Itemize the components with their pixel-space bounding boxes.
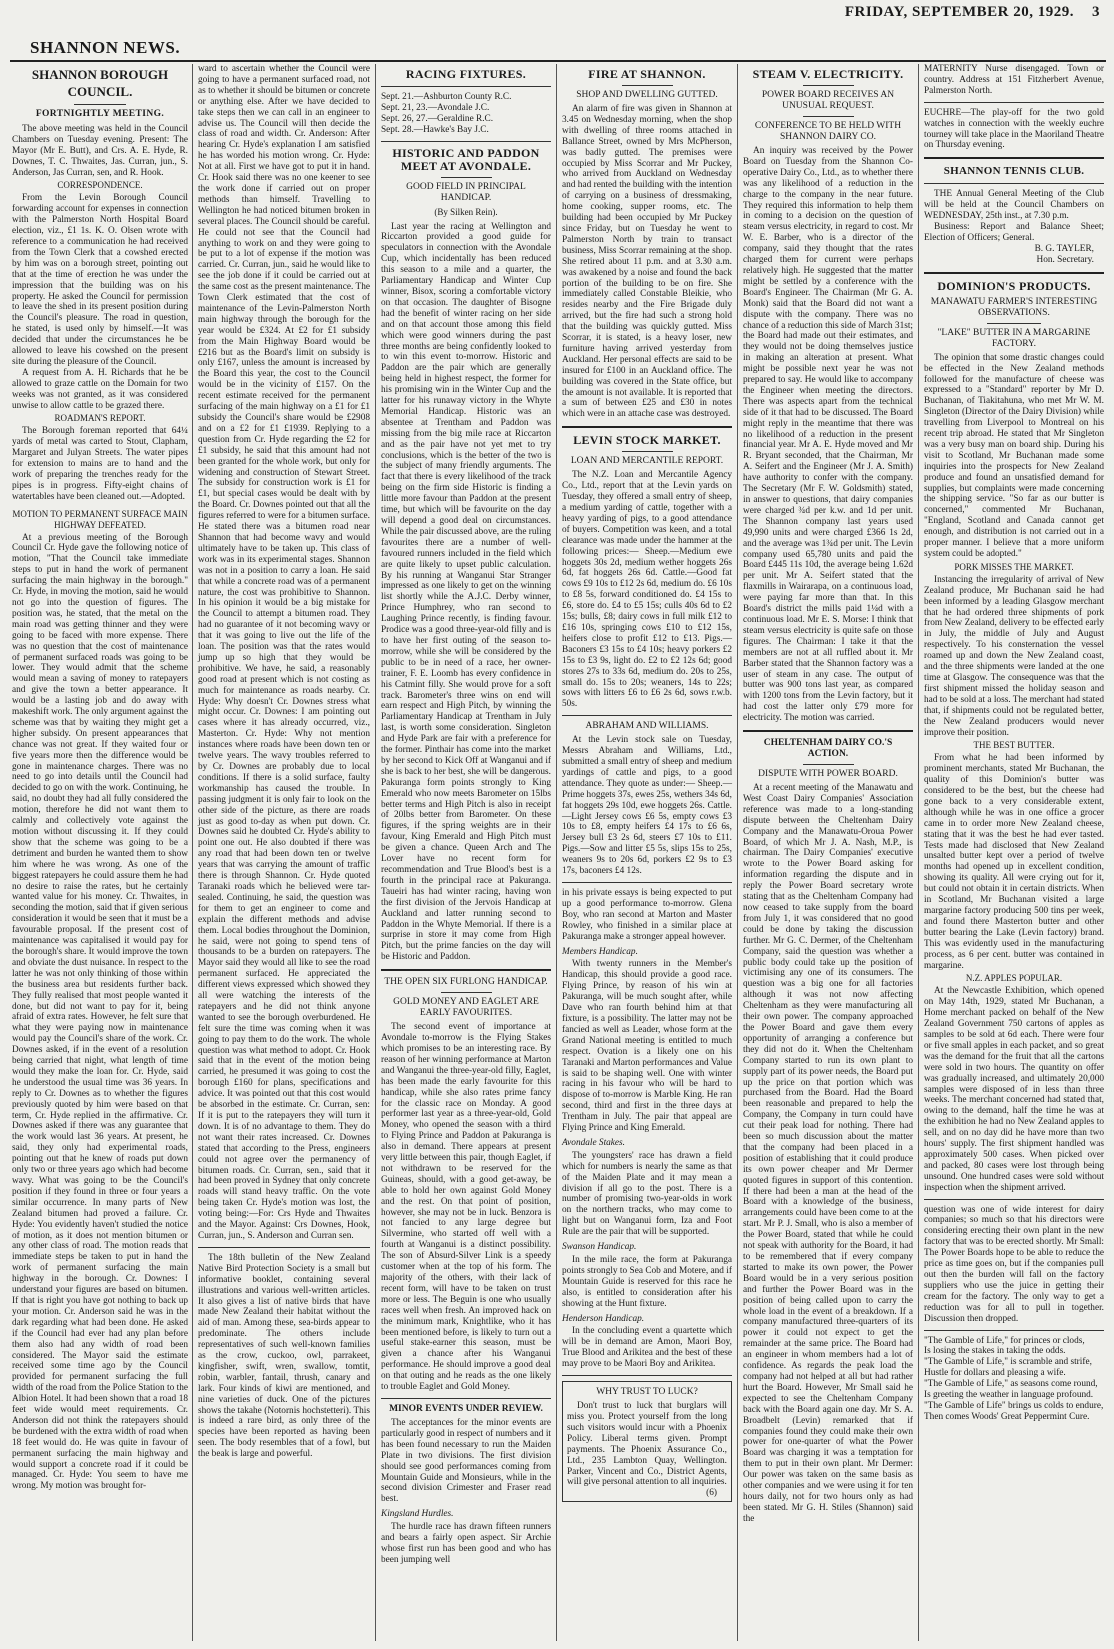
- fixture-line: Sept. 21, 23.—Avondale J.C.: [381, 102, 490, 113]
- article-paragraph: The second event of importance at Avondale to-morrow is the Flying Stakes which promises to be an interesting race. By reason of her winning performance at Marton and Wanganui the three-year-old filly, Eaglet, has been made the early favourite for this handicap, while she also rates prime fancy for the classic race on Monday. A good performer last year as a three-year-old, Gold Money, who opened the season with a third to Flying Prince and Paddon at Pakuranga is also in demand. There appears at present very little between this pair, though Eaglet, if not withdrawn to be reserved for the Guineas, should, with a good get-away, be able to hold her own against Gold Money and the rest. On that point of position, however, she may not be in luck. Benzora is not fancied to any large degree but Silvermine, who started off well with a fourth at Wanganui is a distinct possibility. The son of Absurd-Silver Link is a speedy customer when at the top of his form. The majority of the others, with their lack of recent form, will have to be taken on trust more or less. The Beguin is one who usually races well when fresh. An improved hack on the minimum mark, Knightlike, who it has been mentioned before, is likely to turn out a useful stake-earner this season, must be given a chance after his Wanganui performance. He should improve a good deal on that outing and he reads as the one likely to trouble Eaglet and Gold Money.: [381, 1022, 551, 1393]
- fixture-line: Sept. 26, 27.—Geraldine R.C.: [381, 113, 494, 124]
- section-heading: N.Z. APPLES POPULAR.: [965, 973, 1063, 984]
- article-paragraph: in his private essays is being expected to put up a good performance to-morrow. Glena Boy, who ran second at Marton and Master Rowley, who finished in a similar place at Pakuranga make a stronger appeal however.: [562, 888, 732, 942]
- article-subhead: THE OPEN SIX FURLONG HANDICAP.: [384, 977, 548, 988]
- column-rule: [918, 64, 919, 1641]
- classified-ad: EUCHRE—The play-off for the two gold watches in connection with the weekly euchre tourney will take place in the Maoriland Theatre on Thursday evening.: [924, 107, 1104, 151]
- section-heading: Members Handicap.: [562, 946, 638, 957]
- divider: [381, 969, 551, 971]
- article-headline: SHANNON BOROUGH COUNCIL.: [31, 67, 169, 99]
- article-headline: HISTORIC AND PADDON MEET AT AVONDALE.: [392, 145, 540, 173]
- article-paragraph: At a previous meeting of the Borough Council Cr. Hyde gave the following notice of motion, "That the Council take immediate steps to put in hand the work of permanent surfacing the main highway in the borough." Cr. Hyde, in moving the motion, said he would not go into the question of figures. The position was, he stated, that the metal on the main road was getting thinner and they were going to be faced with more expense. There was no question that the cost of maintenance of permanent surfaced roads was going to be lower. They would admit that the scheme would mean a saving of money to ratepayers and give the town a better appearance. It would be a lasting job and do away with makeshift work. The only argument against the scheme was that by waiting they might get a higher subsidy. On present appearances that chance was not great. If they waited four or five years more then the difference would be gone in maintenance charges. There was no need to go into details until the Council had decided to go on with the work. Continuing, he said, no doubt they had all fully considered the motion, therefore he did not want them to calmly and collectively vote against the motion without discussing it. If they could show that the scheme was going to be a detriment and burden he wanted them to show him where he was wrong. As one of the biggest ratepayers he could assure them he had no desire to raise the rates, but he certainly wanted value for his money. Cr. Thwaites, in seconding the motion, said that if given serious consideration it would be seen that it must be a favourable proposal. If the present cost of maintenance was capitalised it would pay for the borough's share. It would improve the town and obviate the dust nuisance. In respect to the latter he was not only thinking of those within the business area but residents further back. They fully realised that most people wanted it done, but did not want to pay for it, being afraid of extra rates. However, he felt sure that what they were paying now in maintenance would pay the Council's share of the work. Cr. Downes asked, if in the event of a resolution being carried that night, what length of time would they make the loan for. Cr. Hyde, said he understood the usual time was 36 years. In reply to Cr. Downes as to whether the figures previously quoted by him were based on that term, Cr. Hyde replied in the affirmative. Cr. Downes asked if there was any guarantee that the work would last 36 years. At present, he said, they only had experimental roads, pointing out that he knew of roads put down only two or three years ago which had become wavy. What was going to be the Council's position if they found in three or four years a similar occurrence. In many parts of New Zealand bitumen had proved a failure. Cr. Hyde: You evidently haven't studied the notice of motion, as it does not mention bitumen or any other class of road. The motion reads that immediate steps be taken to put in hand the work of permanent surfacing the main highway in the borough. Cr. Downes: I understand your figures are based on bitumen. If that is right you have got nothing to back up your motion. Cr. Anderson said he was in the dark regarding what had been done. He asked if the Council had ever had any plan before them also had any width of road been considered. The Mayor said the estimate received some time ago by the Council provided for permanent surfacing the full width of the road from the Police Station to the Albion Hotel. It had been shown that a road 18 feet wide would meet requirements. Cr. Anderson did not think the ratepayers should be burdened with the extra width of road when 18 feet would do. He was quite in favour of permanent surfacing the main highway and would support a concrete road if it could be managed. Cr. Hyde: You seem to have me wrong. My motion was brought for-: [12, 532, 188, 1492]
- divider: [562, 1375, 732, 1376]
- article-paragraph: The N.Z. Loan and Mercantile Agency Co., Ltd., report that at the Levin yards on Tuesday, they offered a small entry of sheep, a medium yarding of cattle, together with a heavy yarding of pigs, to a good attendance of buyers. Competition was keen, and a total clearance was made under the hammer at the following prices:— Sheep.—Medium ewe hoggets 30s 2d, medium wether hoggets 26s 6d, fat hoggets 26s 6d. Cattle.—Good fat cows £9 10s to £12 2s 6d, medium do. £6 10s to £8 5s, forward conditioned do. £4 15s to £6, store do. £4 to £5 15s; culls 40s 6d to £2 15s; bulls, £8; dairy cows in full milk £12 to £16 10s, springing cows £10 to £12 15s, heifers close to profit £12 to £13. Pigs.—Baconers £3 15s to £4 10s; heavy porkers £2 15s to £3 9s, light do. £2 to £2 12s 6d; good stores 27s to 33s 6d, medium do. 20s to 25s, small do. 15s to 20s; weaners, 14s to 22s; sows with litters £6 to £6 2s 6d, sows r.w.b. 50s.: [562, 470, 732, 710]
- advertisement: [562, 1381, 732, 1502]
- notice-text: THE Annual General Meeting of the Club will be held at the Council Chambers on WEDNESDAY, 25th inst., at 7.30 p.m.: [924, 189, 1104, 222]
- article-paragraph: The Borough foreman reported that 64¼ yards of metal was carted to Stout, Clapham, Margaret and Julyan Streets. The water pipes for extension to mains are to hand and the work of preparing the trenches ready for the pipes is in progress. Fifty-eight chains of watertables have been cleaned out.—Adopted.: [12, 426, 188, 502]
- byline: (By Silken Rein).: [434, 206, 498, 217]
- ad-text: Don't trust to luck that burglars will miss you. Protect yourself from the long such visitors would incur with a Phoenix Policy. Liberal terms given. Prompt payments. The Phoenix Assurance Co., Ltd., 235 Lambton Quay, Wellington. Parker, Vincent and Co., District Agents, will give personal attention to all inquiries.: [567, 1401, 727, 1488]
- verse-line: Then comes Woods' Great Peppermint Cure.: [924, 1411, 1090, 1422]
- article-paragraph: At the Newcastle Exhibition, which opened on May 14th, 1929, stated Mr Buchanan, a Home merchant packed on behalf of the New Zealand Government 750 cartons of apples as samples to be sold at 6d each. There were four or five small apples in each packet, and so great was the demand for the fruit that all the cartons were sold in two hours. The quantity on offer was gradually increased, and ultimately 20,000 samples were disposed of in less than three weeks. The merchant concerned had stated that, owing to the demand, half the time he was at the exhibition he had no New Zealand apples to sell, and on no day did he have more than two hours' supply. The first shipment handled was approximately 500 cases. When picked over and packed, 80 cases were lost through being unsound. One hundred cases were sold without inspection when the shipment arrived.: [924, 986, 1104, 1193]
- notice-signature: Hon. Secretary.: [1036, 254, 1094, 265]
- notice-text: Business: Report and Balance Sheet; Election of Officers; General.: [924, 222, 1104, 243]
- section-heading: MOTION TO PERMANENT SURFACE MAIN HIGHWAY DEFEATED.: [12, 508, 188, 530]
- page-number: 3: [1092, 4, 1100, 20]
- divider: [381, 86, 551, 87]
- article-headline: CHELTENHAM DAIRY CO.'S ACTION.: [763, 738, 893, 760]
- article-subhead: "LAKE" BUTTER IN A MARGARINE FACTORY.: [937, 327, 1091, 349]
- divider: [441, 992, 492, 993]
- verse-line: "The Gamble of Life," for princes or clods,: [924, 1335, 1085, 1346]
- verse-line: "The Gamble of Life," as seasons come round,: [924, 1379, 1098, 1390]
- article-subhead: SHOP AND DWELLING GUTTED.: [576, 90, 718, 100]
- article-paragraph: The above meeting was held in the Council Chambers on Tuesday evening. Present: The Mayor (Mr E. Butt), and Crs. A. E. Hyde, R. Downes, T. C. Thwaites, Jas. Curran, jun., S. Anderson, Jas Curran, sen, and R. Hook.: [12, 123, 188, 178]
- article-subhead: MANAWATU FARMER'S INTERESTING OBSERVATIONS.: [930, 296, 1098, 318]
- column-2: [194, 64, 374, 1643]
- column-rule: [192, 64, 193, 1641]
- article-paragraph: ward to ascertain whether the Council were going to have a permanent surfaced road, not as to whether it should be bitumen or concrete or anything else. After we have decided to take steps then we can call in an engineer to advise us. The Council will then decide the class of road and width. Cr. Anderson: After hearing Cr. Hyde's explanation I am satisfied he has worded his motion wrong. Cr. Hyde: Not at all. First we have got to put it in hand. Cr. Hook said there was no one keener to see the work done if carried out on proper methods than himself. Travelling to Wellington he had noticed bitumen broken in several places. The Council should be careful. He could not see that the Council had anything to work on and they were going to be put to a lot of expense if the motion was carried. Cr. Curran, jun., said he would like to see the job done if it could be carried out at the same cost as the present maintenance. The Town Clerk estimated that the cost of maintenance of the Levin-Palmerston North main highway through the borough for the year would be £324. At £2 for £1 subsidy from the Main Highway Board would be £216 but as the Board's limit on subsidy is only £167, unless the amount is increased by the Board this year, the cost to the Council would be in the vicinity of £157. On the recent estimate received for the permanent surfacing of the main highway on a £1 for £1 subsidy the Council's share would be £2908 and on a £2 for £1 £1939. Replying to a question from Cr. Hyde regarding the £2 for £1 subsidy, he said that this amount had not been granted for the whole work, but only for widening and construction of Stewart Street. The subsidy for construction work is £1 for £1, but special cases would be dealt with by the Board. Cr. Downes pointed out that all the figures referred to were for a bitumen surface. He stated there was a bitumen road near Shannon that had become wavy and would ultimately have to be taken up. This class of work was in its experimental stages. Shannon was not in a position to carry a loan. He said that while a concrete road was of a permanent nature, the cost was prohibitive to Shannon. In his opinion it would be a big mistake for the Council to attempt a bitumen road. They had no guarantee of it not becoming wavy or that it was going to live out the life of the loan. The position was that the rates would jump up so high that they would be prohibitive. We have, he said, a reasonably good road at present which is not costing as much for maintenance as roads nearby. Cr. Hyde: Why doesn't Cr. Downes stress what might occur. Cr. Downes: I am pointing out cases where it has already occurred, viz., Masterton. Cr. Hyde: Why not mention instances where roads have been down ten or twelve years. The wavy troubles referred to by Cr. Downes are probably due to local conditions. If there is a solid surface, faulty workmanship has caused the trouble. In passing judgment it is only fair to look on the other side of the picture, as there are roads just as good to-day as when put down. Cr. Downes said he doubted Cr. Hyde's ability to point one out. He also doubted if there was any road that had been down ten or twelve years that was carrying the amount of traffic there is through Shannon. Cr. Hyde quoted Taranaki roads which he believed were tar-sealed. Continuing, he said, the question was for them to get an engineer to come and explain the different methods and advise them. Local bodies throughout the Dominion, he said, were not going to spend tens of thousands to be a burden on ratepayers. The Mayor said they would all like to see the road permanent surfaced. He appreciated the different views expressed which showed they all were watching the interests of the ratepayers and he did not think anyone wanted to see the borough overburdened. He felt sure the time was coming when it was going to pay them to do the work. The whole question was what method to adopt. Cr. Hook said that in the event of the motion being carried, he presumed it was going to cost the borough £160 for plans, specifications and advice. It was pointed out that this cost would be absorbed in the estimate. Cr. Curran, sen: If it is put to the ratepayers they will turn it down. It is of no advantage to them. They do not want their rates increased. Cr. Downes stated that according to the Press, engineers could not agree over the permanency of bitumen roads. Cr. Curran, sen., said that it had been proved in Sydney that only concrete roads will stand heavy traffic. On the vote being taken Cr. Hyde's motion was lost, the voting being:—For: Crs Hyde and Thwaites and the Mayor. Against: Crs Downes, Hook, Curran, jun., S. Anderson and Curran sen.: [198, 64, 370, 1241]
- ad-mark: (6): [706, 1488, 717, 1499]
- column-6: [920, 64, 1108, 1643]
- notice-heading: SHANNON TENNIS CLUB.: [943, 165, 1085, 178]
- article-subhead: CONFERENCE TO BE HELD WITH SHANNON DAIRY CO.: [754, 121, 902, 142]
- divider: [562, 426, 732, 428]
- article-paragraph: Instancing the irregularity of arrival of New Zealand produce, Mr Buchanan said he had been informed by a leading Glasgow merchant that he had ordered three shipments of pork from New Zealand, delivery to be effected early in July, the middle of July and August respectively. To his consternation the vessel roamed up and down the New Zealand coast, and the three shipments were landed at the one time at Glasgow. The consequence was that the first shipment missed the holiday season and had to be sold at a loss. The merchant had stated that, if shipments could not be regulated better, the New Zealand producers would never improve their position.: [924, 574, 1104, 738]
- verse-advertisement: [924, 1336, 1104, 1423]
- divider: [74, 104, 127, 105]
- article-paragraph: From the Levin Borough Council forwarding account for expenses in connection with the Palmerston North Hospital Board election, viz., £1 1s. K. O. Olsen wrote with reference to a communication he had received from the Town Clerk that a cowshed erected by him was on a borough street, pointing out that at the time of erection he was under the impression that the building was on his property. He asked the Council for permission to leave the shed in its present position during the Council's pleasure. The road in question, he stated, is used only by himself.—It was decided that under the circumstances he be allowed to leave his cowshed on the present site during the pleasure of the Council.: [12, 193, 188, 367]
- ad-heading: WHY TRUST TO LUCK?: [596, 1387, 698, 1398]
- divider: [924, 1199, 1104, 1200]
- article-paragraph: From what he had been informed by prominent merchants, stated Mr Buchanan, the quality of this Dominion's butter was considered to be the best, but the cheese had gone back to a very considerable extent, although while he was in one office a grocer came in to order more New Zealand cheese, stating that it was the best he had ever tasted. Tests made had disclosed that New Zealand unsalted butter kept over a period of twelve months had opened up in excellent condition, showing its quality. All were crying out for it, but could not obtain it in certain districts. When in Scotland, Mr Buchanan visited a large margarine factory producing 500 tins per week, and found there Masterton butter and other butter bearing the Lake (Levin factory) brand. This was evidently used in the manufacturing process, as 6 per cent. butter was contained in margarine.: [924, 753, 1104, 971]
- verse-line: "The Gamble of Life," is scramble and strife,: [924, 1357, 1092, 1368]
- article-subhead: DISPUTE WITH POWER BOARD.: [758, 769, 898, 780]
- notice-signature: B. G. TAYLER,: [1034, 243, 1094, 254]
- article-paragraph: Last year the racing at Wellington and Riccarton provided a good guide for speculators in connection with the Avondale Cup, which incidentally has been reduced this season to a mile and a quarter, the Parliamentary Handicap and Winter Cup winner, Bisox, scoring a comfortable victory on that occasion. The daughter of Bisogne had the benefit of winter racing on her side and on that account those among this field which were good winners during the past three months are being confidently looked to to win this event to-morrow. Historic and Paddon are the pair which are generally being held in highest respect, the former for his promising win in the Winter Cup and the latter for his runaway victory in the Whyte Memorial Handicap. Historic was an absentee at Trentham and Paddon was missing from the big mile race at Riccarton and as the pair have not yet met to try conclusions, which is the better of the two is the subject of many friendly arguments. The fact that there is every likelihood of the track being on the firm side Historic is finding a little more favour than Paddon at the present time, but which will be favourite on the day will depend a good deal on circumstances. While the pair discussed above, are the ruling favourites there are a number of well-favoured runners included in the field which are quite likely to upset public calculation. By his running at Wanganui Star Stranger impressed as one likely to get on the winning list shortly while the A.J.C. Derby winner, Prince Humphrey, who ran second to Laughing Prince recently, is finding favour. Prodice was a good three-year-old filly and is to have her first outing of the season to-morrow, while she will be considered by the public to be in need of a race, her owner-trainer, F. E. Loomb has every confidence in his Catmint filly. She would prove for a soft track. Barometer's three wins on end will earn respect and High Pitch, by winning the Parliamentary Handicap at Trentham in July last, is worth some consideration. Singleton and Hyde Park are fair with a preference for the former. Pinthair has come into the market by her second to Kick Off at Wanganui and if she is back to her best, she will be dangerous. Pakuranga form points strongly to King Emerald who now meets Barometer on 15lbs better terms and High Pitch is also in receipt of 20lbs better from Barometer. On these figures, if the spring weights are in their favour, King Emerald and High Pitch must be given a chance. Queen Arch and The Lover have no recent form for recommendation and True Blood's best is a fourth in the principal race at Pakuranga. Taueiri has had winter racing, having won the first division of the Jervois Handicap at Auckland and latter running second to Paddon in the Whyte Memorial. If there is a surprise in store it may come from High Pitch, but the prime fancies on the day will be Historic and Paddon.: [381, 221, 551, 963]
- section-heading: PORK MISSES THE MARKET.: [954, 561, 1074, 572]
- verse-line: "The Gamble of Life" brings us colds to endure,: [924, 1400, 1104, 1411]
- column-1: [8, 64, 192, 1643]
- divider: [381, 1398, 551, 1399]
- column-rule: [375, 64, 376, 1641]
- article-headline: STEAM V. ELECTRICITY.: [752, 67, 904, 81]
- article-headline: DOMINION'S PRODUCTS.: [937, 278, 1091, 293]
- article-subhead: MINOR EVENTS UNDER REVIEW.: [389, 1403, 543, 1414]
- article-paragraph: question was one of wide interest for dairy companies; so much so that his directors were considering erecting their own plant in the new factory that was to be erected shortly. Mr Small: The Power Boards hope to be able to reduce the price as time goes on, but if the companies pull out then the burden will fall on the factory suppliers who use the juice in getting their cream for the factory. The only way to get a reduction was for all to pull in together. Discussion then dropped.: [924, 1204, 1104, 1324]
- divider: [924, 183, 1104, 184]
- divider: [622, 451, 673, 452]
- divider: [924, 272, 1104, 274]
- paper-title: SHANNON NEWS.: [30, 38, 181, 57]
- column-3: [377, 64, 555, 1643]
- article-headline: RACING FIXTURES.: [405, 67, 527, 81]
- article-paragraph: At a recent meeting of the Manawatu and West Coast Dairy Companies' Association reference was made to a long-standing dispute between the Cheltenham Dairy Company and the Manawatu-Oroua Power Board, of which Mr J. A. Nash, M.P., is chairman. The Dairy Companies' executive wrote to the Power Board asking for information regarding the dispute and in reply the Power Board secretary wrote stating that as the Cheltenham Company had now ceased to take supply from the board from July 1, it was considered that no good could be done by taking the discussion further. Mr G. C. Dermer, of the Cheltenham Company, said the question was whether a public body could take up the position of victimising any one of its consumers. The question was a big one for all factories although it was not now affecting Cheltenham as they were manufacturing all their own power. The company approached the Power Board and gave them every opportunity of arranging a conference but they did not do it. When the Cheltenham Company started to run its own plant to supply part of its power needs, the Board put up the price on that portion which was purchased from the Board. Had the Board been reasonable and prepared to help the Company, the Company in turn could have cut their peak load for nothing. There had been so much discussion about the matter that the company had been placed in a position of establishing that it could produce its own power cheaper and Mr Dermer quoted figures in support of this contention. If there had been a man at the head of the Board with a knowledge of the business, arrangements could have been come to at the start. Mr P. J. Small, who is also a member of the Power Board, stated that while he could not speak with authority for the Board, it had to be remembered that if every company started to make its own power, the Power Board would be in a very serious position and further the Power Board was in the position of being called upon to carry the whole load in the event of a breakdown. If a company manufactured three-quarters of its power it could not expect to get the remainder at the same price. The Board had an engineer in whom members had a lot of confidence. As regards the peak load the company had not helped at all but had rather hurt the Board. However, Mr Small said he expected to see the Cheltenham Company back with the Board again one day. Mr S. A. Broadbelt (Levin) remarked that if companies found they could make their own power for one-quarter of what the Power Board was charging it was a temptation for them to put in their own plant. Mr Dermer: Our power was taken on the same basis as other companies and we were using it for ten hours daily, not for two hours only as had been stated. Mr G. H. Stiles (Shannon) said the: [743, 783, 913, 1524]
- divider: [803, 85, 854, 86]
- section-heading: CORRESPONDENCE.: [57, 180, 143, 191]
- section-heading: Swanson Handicap.: [562, 1242, 637, 1253]
- article-paragraph: The acceptances for the minor events are particularly good in respect of numbers and it has been found necessary to run the Maiden Plate in two divisions. The first division should see good performances coming from Mountain Guide and Monsieurs, while in the second division Crimester and Fraser read best.: [381, 1417, 551, 1505]
- classified-ad: MATERNITY Nurse disengaged. Town or country. Address at 151 Fitzherbert Avenue, Palmerston North.: [924, 64, 1104, 96]
- article-headline: FIRE AT SHANNON.: [588, 67, 706, 81]
- article-paragraph: The hurdle race has drawn fifteen runners and bears a fairly open aspect. Sir Archie whose first run has been good and who has been jumping well: [381, 1522, 551, 1565]
- divider: [381, 141, 551, 142]
- article-paragraph: The opinion that some drastic changes could be effected in the New Zealand methods followed for the manufacture of cheese was expressed to a "Standard" reporter by Mr D. Buchanan, of Tiakitahuna, who met Mr W. M. Singleton (Director of the Dairy Division) while travelling from Liverpool to Montreal on his recent trip abroad. He stated that Mr Singleton was a very busy man on board ship. During his visit to Scotland, Mr Buchanan made some inquiries into the prospects for New Zealand produce and found an unsatisfied demand for supplies, but complaints were made concerning the shipping service. "So far as our butter is concerned," commented Mr Buchanan, "England, Scotland and Canada cannot get enough, and distribution is not carried out in a proper manner. I believe that a more uniform system could be adopted.": [924, 352, 1104, 559]
- article-paragraph: An alarm of fire was given in Shannon at 3.45 on Wednesday morning, when the shop with dwelling of three rooms attached in Ballance Street, owned by Mrs McPherson, was badly gutted. The premises were occupied by Miss Scorrar and Mr Puckey, who arrived from Auckland on Wednesday and had rented the building with the intention of carrying on a business of dressmaking, home cooking, supper rooms, etc. The building had been occupied by Mr Puckey since Friday, but on Tuesday he went to Palmerston North by train to transact business, Miss Scorrar remaining at the shop. She retired about 11 p.m. and at 3.30 a.m. was awakened by a noise and found the back portion of the building to be on fire. She immediately called Constable Bleikie, who resides nearby and the Fire Brigade duly arrived, but the fire had such a strong hold that the building was quickly gutted. Miss Scorrar, it is stated, is a heavy loser, new furniture having arrived yesterday from Auckland. Her personal effects are said to be insured for £100 in an Auckland office. The building was covered in the State office, but the amount is not available. It is reported that a sum of between £25 and £30 in notes which were in an attache case was destroyed.: [562, 104, 732, 420]
- article-paragraph: In the concluding event a quartette which will be in demand are Amon, Maori Boy, True Blood and Arikitea and the best of these may prove to be Maori Boy and Arikitea.: [562, 1326, 732, 1370]
- divider: [924, 1330, 1104, 1331]
- article-paragraph: A request from A. H. Richards that he be allowed to graze cattle on the Domain for two weeks was not granted, as it was considered unwise to allow cattle to be grazed there.: [12, 367, 188, 411]
- divider: [441, 177, 492, 178]
- article-subhead: LOAN AND MERCANTILE REPORT.: [570, 456, 724, 467]
- section-heading: THE BEST BUTTER.: [973, 740, 1055, 751]
- divider: [562, 882, 732, 883]
- divider: [987, 323, 1041, 324]
- issue-date: FRIDAY, SEPTEMBER 20, 1929.: [844, 4, 1074, 20]
- divider: [803, 764, 854, 765]
- article-paragraph: At the Levin stock sale on Tuesday, Messrs Abraham and Williams, Ltd., submitted a small entry of sheep and medium yardings of cattle and pigs, to a good attendance. They quote as under:— Sheep.—Prime hoggets 37s, ewes 25s, wethers 34s 6d, fat hoggets 29s 10d, ewe hoggets 26s. Cattle.—Light Jersey cows £6 5s, empty cows £3 10s to £8, empty heifers £4 17s to £6 6s, Jersey bull £3 2s 6d, steers £7 10s to £11. Pigs.—Sow and litter £5 5s, slips 15s to 25s, weaners 9s to 20s 6d, porkers £2 9s to £3 17s, baconers £4 12s.: [562, 735, 732, 877]
- divider: [198, 1247, 370, 1248]
- section-heading: ROADMAN'S REPORT.: [54, 413, 146, 424]
- article-paragraph: The youngsters' race has drawn a field which for numbers is nearly the same as that of the Maiden Plate and it may mean a division if all go to the post. There is a number of promising two-year-olds in work on the northern tracks, who may come to light but on Wanganui form, Iza and Foot Rule are the pair that will be supported.: [562, 1150, 732, 1238]
- fixture-line: Sept. 28.—Hawke's Bay J.C.: [381, 124, 489, 135]
- verse-line: Is losing the stakes in taking the odds.: [924, 1346, 1066, 1357]
- article-subhead: POWER BOARD RECEIVES AN UNUSUAL REQUEST.: [761, 90, 895, 111]
- article-subhead: FORTNIGHTLY MEETING.: [35, 109, 165, 119]
- divider: [803, 116, 854, 117]
- fixture-line: Sept. 21.—Ashburton County R.C.: [381, 92, 512, 102]
- column-rule: [737, 64, 738, 1641]
- divider: [924, 157, 1104, 159]
- verse-line: Hustle for dollars and pleasing a wife.: [924, 1368, 1066, 1379]
- divider: [924, 102, 1104, 103]
- verse-line: Is greeting the weather in language profound.: [924, 1390, 1094, 1401]
- column-4: [558, 64, 736, 1643]
- column-5: [739, 64, 917, 1643]
- section-heading: Henderson Handicap.: [562, 1313, 645, 1324]
- divider: [562, 715, 732, 716]
- divider: [622, 85, 673, 86]
- article-subhead: GOOD FIELD IN PRINCIPAL HANDICAP.: [406, 181, 526, 203]
- section-heading: Kingsland Hurdles.: [381, 1509, 454, 1520]
- divider: [743, 730, 913, 732]
- article-headline: LEVIN STOCK MARKET.: [573, 433, 721, 448]
- article-subhead: ABRAHAM AND WILLIAMS.: [585, 721, 709, 732]
- article-subhead: GOLD MONEY AND EAGLET ARE EARLY FAVOURITES.: [393, 997, 539, 1019]
- article-paragraph: An inquiry was received by the Power Board on Tuesday from the Shannon Co-operative Dairy Co., Ltd., as to whether there was any likelihood of a reduction in the charge to the company in the near future. They required this information to help them in coming to a decision on the question of steam versus electricity, in regard to cost. Mr W. E. Barber, who is a director of the company, said they thought that the rates charged them for current were perhaps relatively high. He suggested that the matter might be settled by a conference with the Board's Engineer. The Chairman (Mr G. A. Monk) said that the Board did not want a dispute with the company. There was no chance of a reduction this side of March 31st; the Board had made out their estimates, and they would not be doing themselves justice in making an alteration at present. What might be possible next year he was not prepared to say. He would like to accompany the Engineer when meeting the directors. There was aspects apart from the technical side of it that had to be discussed. The Board might reply in the meantime that there was no likelihood of a reduction in the present financial year. Mr A. E. Hyde moved and Mr R. Bryant seconded, that the Chairman, Mr A. Seifert and the Engineer (Mr J. A. Smith) have authority to confer with the company. The Secretary (Mr F. W. Goldsmith) stated, in answer to questions, that dairy companies were charged ¾d per k.w. and 1d per unit. The Shannon company last years used 49,990 units and were charged £366 1s 2d, and the average was 1¾d per unit. The Levin company used 65,780 units and paid the Board £445 11s 10d, the average being 1.62d per unit. Mr A. Seifert stated that the flaxmills in Wairarapa, on a continuous load, were paying far more than that. In this Board's district the mills paid 1¼d with a continuous load. Mr E. S. Morse: I think that steam versus electricity is quite safe on those figures. The Chairman: I take it that the members are not at all ruffled about it. Mr Barber stated that the Shannon factory was a user of steam in any case. The output of butter was 900 tons last year, as compared with 1200 tons from the Levin factory, but it had cost the latter only £79 more for electricity. The motion was carried.: [743, 146, 913, 724]
- article-paragraph: With twenty runners in the Member's Handicap, this should provide a good race. Flying Prince, by reason of his win at Pakuranga, will be much sought after, while Dave who ran fourth behind him at that fixture, is a possibility. The latter may not be fancied as well as Leader, whose form at the Grand National meeting is entitled to much respect. Ovation is a likely one on his Taranaki and Marton performances and Value is said to be shaping well. One with winter racing in his favour who will be hard to dispose of to-morrow is Marble King. He ran second, third and first in the three days at Trentham in July. The pair that appeal are Flying Prince and King Emerald.: [562, 959, 732, 1134]
- section-heading: Avondale Stakes.: [562, 1137, 625, 1148]
- article-paragraph: In the mile race, the form at Pakuranga points strongly to Sea Cob and Motere, and if Mountain Guide is reserved for this race he also, is entitled to consideration after his showing at the Hunt fixture.: [562, 1255, 732, 1309]
- column-rule: [556, 64, 557, 1641]
- article-paragraph: The 18th bulletin of the New Zealand Native Bird Protection Society is a small but informative booklet, containing several illustrations and various well-written articles. It also gives a list of native birds that have made New Zealand their habitat without the aid of man. Among these, sea-birds appear to predominate. The others include representatives of such well-known families as the crow, cuckoo, owl, parrakeet, kingfisher, swift, wren, swallow, tomtit, robin, warbler, fantail, thrush, canary and lark. Four kinds of kiwi are mentioned, and nine varieties of duck. One of the pictures shows the takahe (Notornis hochstetteri). This is indeed a rare bird, as only three of the species have been reported as having been seen. The body resembles that of a fowl, but the beak is large and powerful.: [198, 1252, 370, 1460]
- masthead-rule: [10, 60, 1106, 62]
- page-date-header: [845, 4, 1100, 21]
